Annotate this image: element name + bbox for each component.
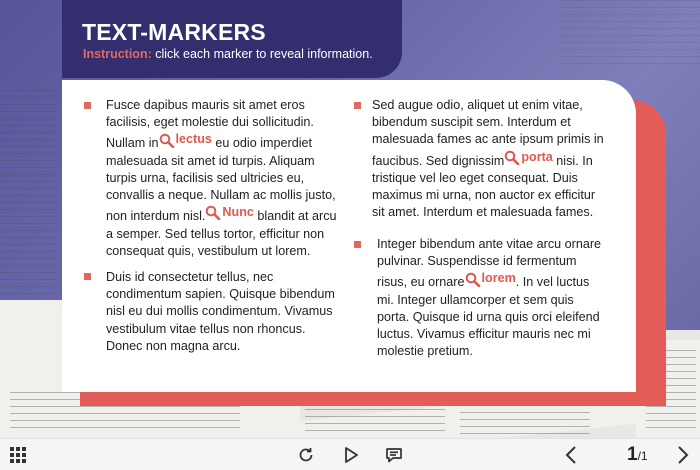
text-line: maximus mi urna, non auctor ex efficitur bbox=[372, 188, 596, 203]
text-line: malesuada sit amet id turpis. Aliquam bbox=[106, 153, 315, 168]
notes-button[interactable] bbox=[383, 444, 405, 466]
bullet bbox=[354, 241, 361, 248]
magnifier-icon bbox=[159, 133, 175, 148]
text-line: vestibulum vitae tellus non rhoncus. bbox=[106, 321, 306, 336]
bullet bbox=[354, 102, 361, 109]
text-block-3 bbox=[372, 97, 630, 222]
text-line bbox=[106, 204, 346, 225]
total-pages: /1 bbox=[637, 449, 648, 463]
chevron-right-icon bbox=[676, 445, 690, 465]
text-line: sit amet. Interdum et malesuada fames. bbox=[372, 205, 594, 220]
player-toolbar bbox=[0, 438, 700, 470]
text-line: luctus. Vivamus efficitur mauris nec mi bbox=[377, 327, 591, 342]
text-line: molestie pretium. bbox=[377, 344, 473, 359]
text-fragment: . In vel luctus bbox=[515, 275, 590, 290]
text-line: facilisis, eget molestie dui sollicitudin. bbox=[106, 115, 314, 130]
text-line: Integer bibendum ante vitae arcu ornare bbox=[377, 237, 602, 251]
marker-nunc[interactable] bbox=[205, 204, 253, 221]
previous-slide-button[interactable] bbox=[560, 444, 582, 466]
text-line: Sed augue odio, aliquet ut enim vitae, bbox=[372, 98, 583, 112]
replay-button[interactable] bbox=[295, 444, 317, 466]
text-line: porta. Quisque id urna quis orci eleifend bbox=[377, 309, 600, 324]
marker-label: lectus bbox=[175, 132, 212, 147]
text-fragment: eu odio imperdiet bbox=[211, 136, 313, 151]
text-line: tristique vel leo eget consequat. Duis bbox=[372, 170, 578, 185]
text-line: bibendum suscipit sem. Interdum et bbox=[372, 115, 571, 130]
text-fragment: risus, eu ornare bbox=[377, 275, 465, 290]
text-line: mi. Integer ullamcorper et sem quis bbox=[377, 292, 574, 307]
page-indicator bbox=[627, 444, 648, 466]
text-line bbox=[106, 131, 346, 152]
bullet bbox=[84, 273, 91, 280]
play-button[interactable] bbox=[340, 444, 362, 466]
text-line: convallis a neque. Nullam ac mollis justo, bbox=[106, 188, 336, 203]
magnifier-icon bbox=[205, 205, 221, 220]
page-title: TEXT-MARKERS bbox=[82, 19, 266, 45]
text-fragment: non interdum nisl. bbox=[106, 209, 206, 224]
menu-button[interactable] bbox=[7, 444, 29, 466]
text-line: Duis id consectetur tellus, nec bbox=[106, 270, 274, 284]
text-line: consequat quis, vestibulum ut lorem. bbox=[106, 243, 311, 258]
current-page: 1 bbox=[627, 444, 638, 465]
text-block-1 bbox=[106, 97, 346, 260]
instruction-text bbox=[83, 47, 373, 61]
text-line bbox=[377, 270, 633, 291]
text-line: a semper. Sed tellus tortor, efficitur non bbox=[106, 226, 325, 241]
book-text bbox=[560, 0, 700, 70]
instruction-body: click each marker to reveal information. bbox=[151, 47, 373, 61]
grid-menu-icon bbox=[9, 446, 27, 464]
text-block-4 bbox=[377, 236, 633, 361]
marker-label: porta bbox=[521, 149, 553, 164]
text-block-2 bbox=[106, 269, 346, 355]
marker-porta[interactable] bbox=[504, 149, 552, 166]
magnifier-icon bbox=[465, 272, 481, 287]
chevron-left-icon bbox=[564, 445, 578, 465]
text-fragment: Nullam in bbox=[106, 136, 159, 151]
notes-icon bbox=[385, 446, 403, 464]
next-slide-button[interactable] bbox=[672, 444, 694, 466]
play-icon bbox=[343, 446, 359, 464]
bullet bbox=[84, 102, 91, 109]
text-fragment: nisi. In bbox=[552, 153, 593, 168]
book-text bbox=[0, 90, 56, 300]
text-line: malesuada fames ac ante ipsum primis in bbox=[372, 132, 604, 147]
text-fragment: faucibus. Sed dignissim bbox=[372, 153, 505, 168]
magnifier-icon bbox=[504, 150, 520, 165]
book-text bbox=[305, 402, 445, 436]
marker-lectus[interactable] bbox=[159, 131, 212, 148]
marker-label: Nunc bbox=[222, 205, 254, 220]
text-line bbox=[372, 149, 630, 170]
text-line: Donec non magna arcu. bbox=[106, 338, 241, 353]
text-line: nisl eu dui mollis condimentum. Vivamus bbox=[106, 304, 333, 319]
text-line: condimentum sapien. Quisque bibendum bbox=[106, 287, 335, 302]
text-line: Fusce dapibus mauris sit amet eros bbox=[106, 98, 305, 112]
text-fragment: blandit at arcu bbox=[253, 209, 337, 224]
replay-icon bbox=[297, 446, 315, 464]
marker-label: lorem bbox=[481, 271, 516, 286]
text-line: turpis urna, facilisis sed ultricies eu, bbox=[106, 170, 305, 185]
text-line: pulvinar. Suspendisse id fermentum bbox=[377, 254, 577, 269]
instruction-lead: Instruction: bbox=[83, 47, 152, 61]
marker-lorem[interactable] bbox=[465, 270, 516, 287]
